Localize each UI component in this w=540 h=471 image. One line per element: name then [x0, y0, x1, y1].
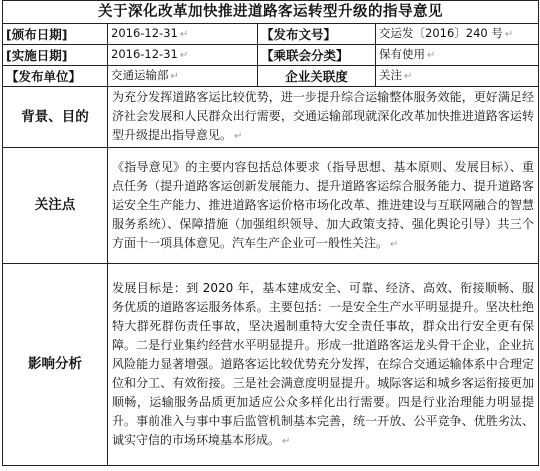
- return-mark-icon: ↵: [427, 50, 436, 61]
- return-mark-icon: ↵: [390, 238, 399, 250]
- return-mark-icon: ↵: [504, 29, 514, 40]
- linkage-label: 【乘联会分类】: [258, 45, 376, 66]
- doc-no-label: 【发布文号】: [258, 24, 376, 45]
- return-mark-icon: ↵: [404, 71, 413, 82]
- impact-text: 发展目标是：到 2020 年，基本建成安全、可靠、经济、高效、衔接顺畅、服务优质的道路客运服务体系。主要包括：一是安全生产水平明显提升。坚决杜绝特大群死群伤责任事故，坚决遏制重特大安全责任事故，群众出行安全更有保障。二是行业集约经营水平明显提升。形成一批道路客运龙头骨干企业，企业抗风险能力显著增强。道路客运比较优势充分发挥，在综合交通运输体系中合理定位和分工、有效衔接。三是社会满意度明显提升。城际客运和城乡客运衔接更加顺畅，运输服务品质更加适应公众多样化出行需要。四是行业治理能力明显提升。事前准入与事中事后监管机制基本完善，统一开放、公平竞争、优胜劣汰、诚实守信的市场环境基本形成。 ↵: [108, 264, 539, 466]
- return-mark-icon: ↵: [282, 435, 291, 447]
- relevance-value: 关注 ↵: [376, 66, 539, 87]
- issue-date-value: 2016-12-31 ↵: [108, 24, 258, 45]
- background-text: 为充分发挥道路客运比较优势，进一步提升综合运输整体服务效能，更好满足经济社会发展和人民群众出行需要，交通运输部现就深化改革加快推进道路客运转型升级提出指导意见。 ↵: [108, 87, 539, 148]
- issue-date-label: [颁布日期]: [3, 24, 108, 45]
- effective-date-label: [实施日期]: [3, 45, 108, 66]
- policy-table: [2, 0, 539, 466]
- publisher-value: 交通运输部 ↵: [108, 66, 258, 87]
- linkage-value: 保有使用 ↵: [376, 45, 539, 66]
- publisher-label: 【发布单位】: [3, 66, 108, 87]
- effective-date-value: 2016-12-31 ↵: [108, 45, 258, 66]
- focus-label: 关注点: [3, 148, 108, 264]
- impact-label: 影响分析: [3, 264, 108, 466]
- return-mark-icon: ↵: [179, 29, 189, 40]
- return-mark-icon: ↵: [179, 50, 189, 61]
- document-title: 关于深化改革加快推进道路客运转型升级的指导意见: [3, 1, 539, 24]
- return-mark-icon: ↵: [234, 131, 243, 142]
- relevance-label: 企业关联度: [258, 66, 376, 87]
- doc-no-value: 交运发〔2016〕240 号 ↵: [376, 24, 539, 45]
- background-label: 背景、目的: [3, 87, 108, 148]
- focus-text: 《指导意见》的主要内容包括总体要求（指导思想、基本原则、发展目标）、重点任务（提升道路客运创新发展能力、提升道路客运综合服务能力、提升道路客运安全生产能力、推进道路客运价格市场化改革、推进建设与互联网融合的智慧服务系统）、保障措施（加强组织领导、加大政策支持、强化舆论引导）共三个方面十一项具体意见。汽车生产企业可一般性关注。 ↵: [108, 148, 539, 264]
- return-mark-icon: ↵: [170, 71, 179, 82]
